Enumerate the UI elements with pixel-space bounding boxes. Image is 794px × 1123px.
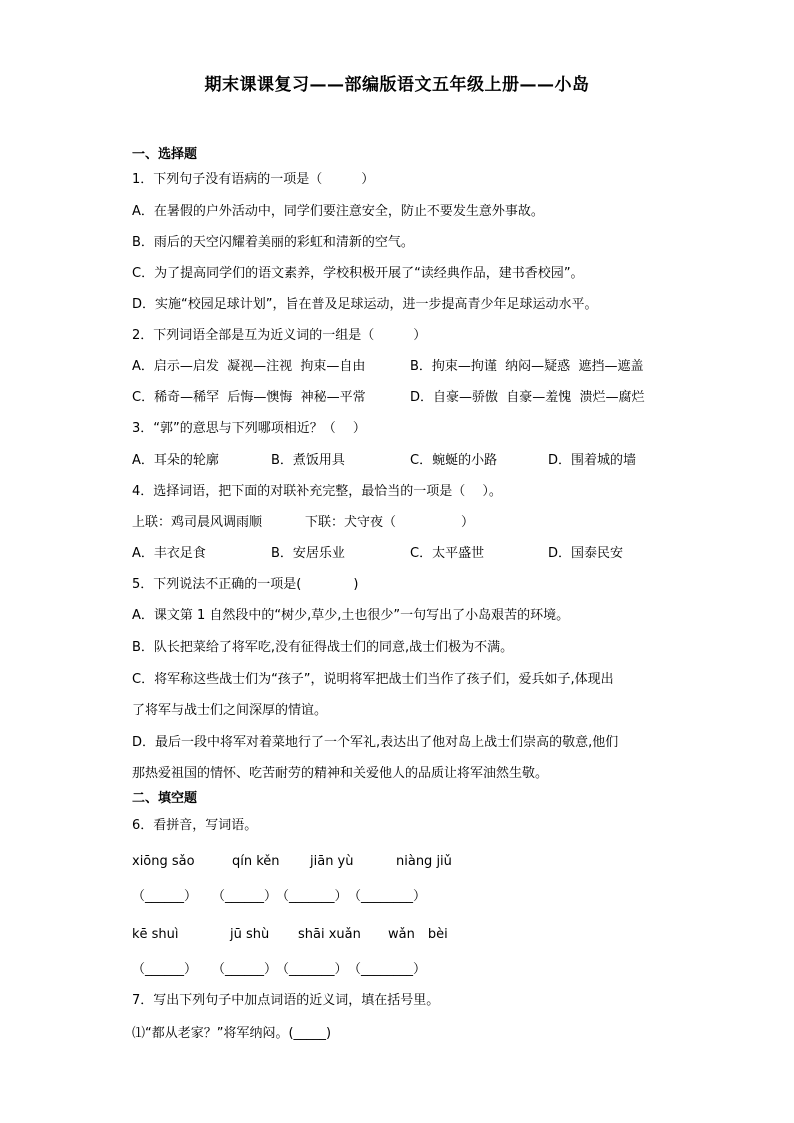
question-2-option-c: C．稀奇—稀罕 后悔—懊悔 神秘—平常 [132,390,366,405]
answer-blank[interactable]: （________） [348,962,427,977]
question-1-stem: 1．下列句子没有语病的一项是（ ） [132,172,375,187]
answer-blank[interactable]: （_______） [276,889,348,904]
question-1-option-a: A．在暑假的户外活动中，同学们要注意安全，防止不要发生意外事故。 [132,204,544,219]
pinyin-item: niàng jiǔ [396,854,452,869]
question-3-option-b: B．煮饭用具 [271,453,345,468]
question-3-option-a: A．耳朵的轮廓 [132,453,219,468]
answer-blank[interactable]: （______） [212,962,278,977]
question-2-option-d: D．自豪—骄傲 自豪—羞愧 溃烂—腐烂 [410,390,645,405]
answer-blank[interactable]: （______） [212,889,278,904]
answer-blank[interactable]: （________） [348,889,427,904]
question-4-option-a: A．丰衣足食 [132,546,206,561]
question-3-option-c: C．蜿蜒的小路 [410,453,498,468]
couplet-lower: 下联：犬守夜（ ） [305,515,475,530]
question-4-stem: 4．选择词语，把下面的对联补充完整，最恰当的一项是（ ）。 [132,484,502,499]
section-heading-fill: 二、填空题 [132,791,198,806]
question-4-option-d: D．国泰民安 [548,546,624,561]
section-heading-choice: 一、选择题 [132,147,198,162]
question-2-stem: 2．下列词语全部是互为近义词的一组是（ ） [132,328,427,343]
question-4-option-b: B．安居乐业 [271,546,345,561]
couplet-upper: 上联：鸡司晨风调雨顺 [132,515,263,530]
question-5-option-d-cont: 那热爱祖国的情怀、吃苦耐劳的精神和关爱他人的品质让将军油然生敬。 [132,766,549,781]
pinyin-item: wǎn bèi [388,927,448,942]
question-5-option-c: C．将军称这些战士们为“孩子”，说明将军把战士们当作了孩子们，爱兵如子,体现出 [132,672,614,687]
pinyin-item: jiān yù [310,854,354,869]
answer-blank[interactable]: （_______） [276,962,348,977]
question-5-option-c-cont: 了将军与战士们之间深厚的情谊。 [132,703,328,718]
pinyin-item: kē shuì [132,927,179,942]
question-6-stem: 6．看拼音，写词语。 [132,818,258,833]
pinyin-item: shāi xuǎn [298,927,361,942]
question-7-item-1: ⑴“都从老家？”将军纳闷。(_____) [132,1026,332,1041]
question-3-stem: 3．“郭”的意思与下列哪项相近？（ ） [132,421,366,436]
question-2-option-b: B．拘束—拘谨 纳闷—疑惑 遮挡—遮盖 [410,359,644,374]
answer-blank[interactable]: （______） [132,889,198,904]
question-5-stem: 5．下列说法不正确的一项是( ) [132,577,359,592]
pinyin-item: qín kěn [232,854,280,869]
question-7-stem: 7．写出下列句子中加点词语的近义词，填在括号里。 [132,993,440,1008]
question-5-option-a: A．课文第 1 自然段中的“树少,草少,土也很少”一句写出了小岛艰苦的环境。 [132,608,570,623]
question-3-option-d: D．围着城的墙 [548,453,637,468]
question-1-option-b: B．雨后的天空闪耀着美丽的彩虹和清新的空气。 [132,235,414,250]
pinyin-item: jū shù [230,927,270,942]
question-1-option-c: C．为了提高同学们的语文素养，学校积极开展了“读经典作品，建书香校园”。 [132,266,584,281]
page-title: 期末课课复习——部编版语文五年级上册——小岛 [204,75,590,95]
question-2-option-a: A．启示—启发 凝视—注视 拘束—自由 [132,359,366,374]
pinyin-item: xiōng sǎo [132,854,195,869]
question-1-option-d: D．实施“校园足球计划”，旨在普及足球运动，进一步提高青少年足球运动水平。 [132,297,598,312]
answer-blank[interactable]: （______） [132,962,198,977]
question-4-option-c: C．太平盛世 [410,546,485,561]
question-5-option-d: D．最后一段中将军对着菜地行了一个军礼,表达出了他对岛上战士们崇高的敬意,他们 [132,735,619,750]
question-5-option-b: B．队长把菜给了将军吃,没有征得战士们的同意,战士们极为不满。 [132,640,514,655]
